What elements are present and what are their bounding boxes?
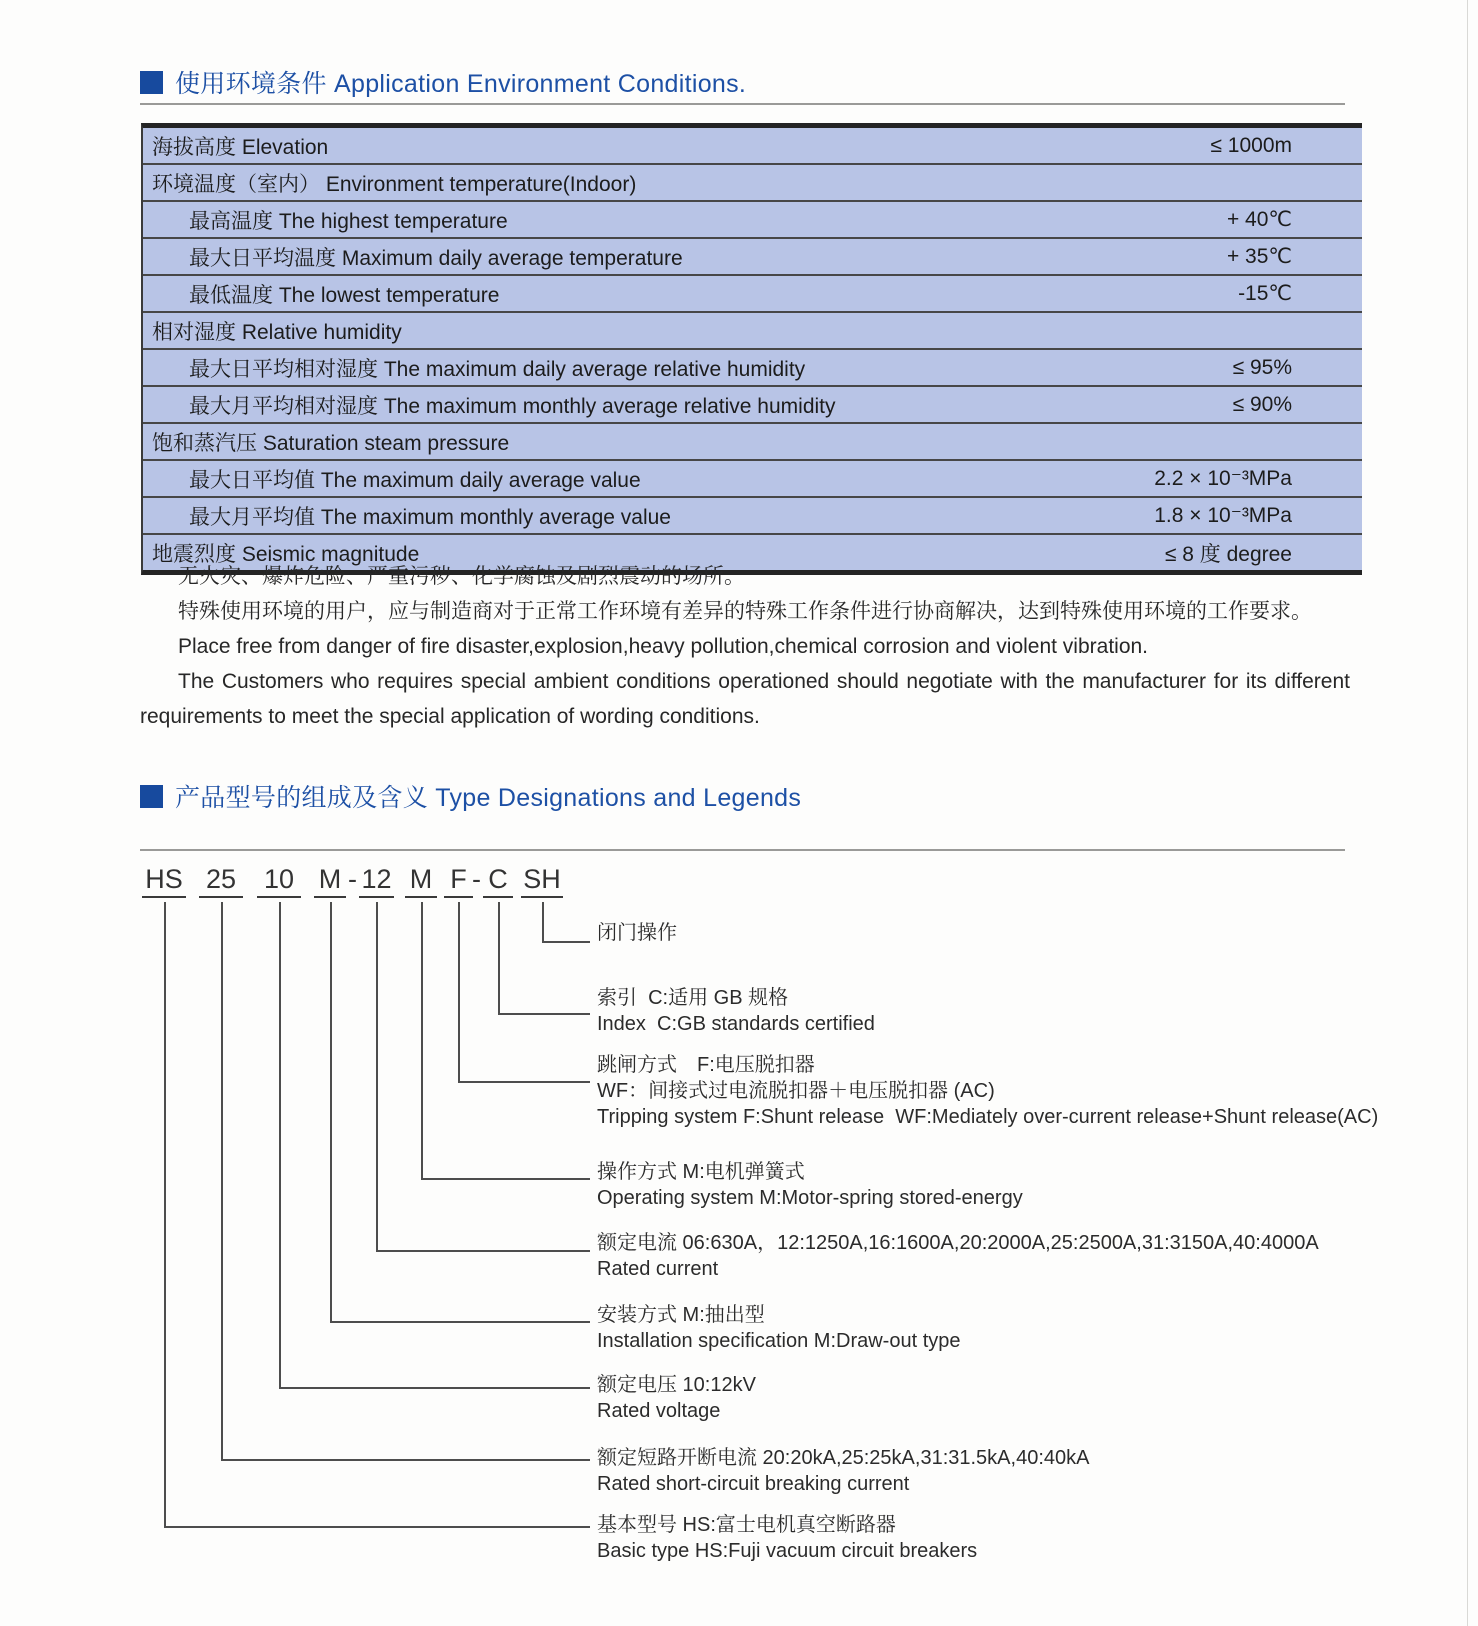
note-paragraph: The Customers who requires special ambient conditions operationed should negotiate with the manufacturer for its different requirements to meet the special application of wording conditions. (140, 670, 1350, 728)
legend-line-en: Basic type HS:Fuji vacuum circuit breakers (597, 1540, 978, 1562)
legend-entry-operating-system (597, 1159, 1023, 1211)
code-part-installation: M (314, 864, 346, 898)
section-rule (140, 103, 1345, 105)
code-hyphen: - (348, 864, 357, 894)
code-part-rated-current: 12 (359, 864, 394, 898)
section-header-environment (140, 64, 746, 100)
row-label: 地震烈度 Seismic magnitude (152, 542, 420, 566)
table-row (143, 311, 1362, 348)
env-conditions-table (141, 123, 1362, 575)
row-value: ≤ 1000m (1210, 133, 1292, 157)
legend-line-cn: 跳闸方式 F:电压脱扣器 (597, 1054, 815, 1076)
row-label: 环境温度（室内） Environment temperature(Indoor) (152, 172, 637, 196)
type-connector-line (164, 902, 590, 1528)
table-row (143, 163, 1362, 200)
legend-entry-door-operation (597, 920, 677, 946)
legend-line-cn: 操作方式 M:电机弹簧式 (597, 1161, 805, 1183)
table-row (143, 128, 1362, 163)
code-part-index: C (483, 864, 513, 898)
page-edge (1467, 0, 1468, 1626)
table-row (143, 237, 1362, 274)
table-row (143, 459, 1362, 496)
section-title: 产品型号的组成及含义 Type Designations and Legends (175, 784, 802, 812)
legend-entry-basic-type (597, 1512, 977, 1564)
code-part-basic-type: HS (142, 864, 186, 898)
row-value: 2.2 × 10⁻³MPa (1154, 467, 1292, 490)
legend-line-en: Rated current (597, 1258, 719, 1280)
row-label: 最高温度 The highest temperature (189, 209, 508, 233)
legend-entry-index (597, 985, 875, 1037)
legend-line-cn: WF：间接式过电流脱扣器＋电压脱扣器 (AC) (597, 1080, 995, 1102)
legend-line-cn: 安装方式 M:抽出型 (597, 1304, 765, 1326)
table-row (143, 348, 1362, 385)
legend-line-cn: 额定电流 06:630A，12:1250A,16:1600A,20:2000A,25:2500A,31:3150A,40:4000A (597, 1232, 1319, 1254)
row-value: ≤ 8 度 degree (1164, 542, 1292, 566)
blue-square-icon (140, 785, 163, 808)
legend-entry-rated-voltage (597, 1372, 756, 1424)
row-value: + 35℃ (1226, 245, 1292, 268)
section-header-type-designations (140, 778, 801, 814)
row-value: + 40℃ (1226, 208, 1292, 231)
legend-line-en: Rated short-circuit breaking current (597, 1473, 910, 1495)
legend-entry-tripping-system (597, 1052, 1378, 1130)
table-row (143, 496, 1362, 533)
legend-line-cn: 额定电压 10:12kV (597, 1374, 756, 1396)
code-part-tripping-system: F (444, 864, 473, 898)
code-part-operating-system: M (405, 864, 437, 898)
notes-block (140, 559, 1350, 734)
row-value: ≤ 95% (1232, 355, 1292, 379)
section-rule (140, 849, 1345, 851)
legend-line-cn: 基本型号 HS:富士电机真空断路器 (597, 1514, 896, 1536)
row-label: 相对湿度 Relative humidity (152, 320, 402, 344)
blue-square-icon (140, 71, 163, 94)
row-label: 最大月平均值 The maximum monthly average value (189, 505, 671, 529)
note-paragraph: Place free from danger of fire disaster,explosion,heavy pollution,chemical corrosion and violent vibration. (178, 635, 1149, 658)
code-part-door-operation: SH (521, 864, 563, 898)
row-value: 1.8 × 10⁻³MPa (1154, 504, 1292, 527)
row-value: -15℃ (1238, 282, 1292, 305)
legend-line-en: Tripping system F:Shunt release WF:Mediately over-current release+Shunt release(AC) (597, 1106, 1379, 1128)
code-part-breaking-current: 25 (199, 864, 243, 898)
row-label: 最大月平均相对湿度 The maximum monthly average relative humidity (189, 394, 836, 418)
note-paragraph: 特殊使用环境的用户，应与制造商对于正常工作环境有差异的特殊工作条件进行协商解决，达到特殊使用环境的工作要求。 (178, 600, 1312, 623)
legend-entry-installation (597, 1302, 961, 1354)
row-label: 最低温度 The lowest temperature (189, 283, 500, 307)
row-label: 最大日平均温度 Maximum daily average temperature (189, 246, 683, 270)
legend-line-cn: 额定短路开断电流 20:20kA,25:25kA,31:31.5kA,40:40kA (597, 1447, 1090, 1469)
table-row (143, 385, 1362, 422)
row-label: 最大日平均相对湿度 The maximum daily average relative humidity (189, 357, 806, 381)
row-label: 最大日平均值 The maximum daily average value (189, 468, 641, 492)
legend-entry-rated-current (597, 1230, 1319, 1282)
legend-line-en: Operating system M:Motor-spring stored-energy (597, 1187, 1023, 1209)
table-row (143, 422, 1362, 459)
code-hyphen: - (472, 864, 481, 894)
legend-entry-breaking-current (597, 1445, 1089, 1497)
table-row (143, 274, 1362, 311)
legend-line-cn: 索引 C:适用 GB 规格 (597, 987, 789, 1009)
legend-line-cn: 闭门操作 (597, 922, 677, 944)
legend-line-en: Installation specification M:Draw-out type (597, 1330, 961, 1352)
legend-line-en: Rated voltage (597, 1400, 721, 1422)
row-label: 饱和蒸汽压 Saturation steam pressure (152, 431, 510, 455)
section-title: 使用环境条件 Application Environment Conditions. (175, 70, 747, 98)
row-label: 海拔高度 Elevation (152, 135, 329, 159)
table-row (143, 200, 1362, 237)
code-part-rated-voltage: 10 (257, 864, 301, 898)
note-paragraph: 无火灾、爆炸危险、严重污秽、化学腐蚀及剧烈震动的场所。 (178, 565, 745, 588)
row-value: ≤ 90% (1232, 392, 1292, 416)
legend-line-en: Index C:GB standards certified (597, 1013, 875, 1035)
